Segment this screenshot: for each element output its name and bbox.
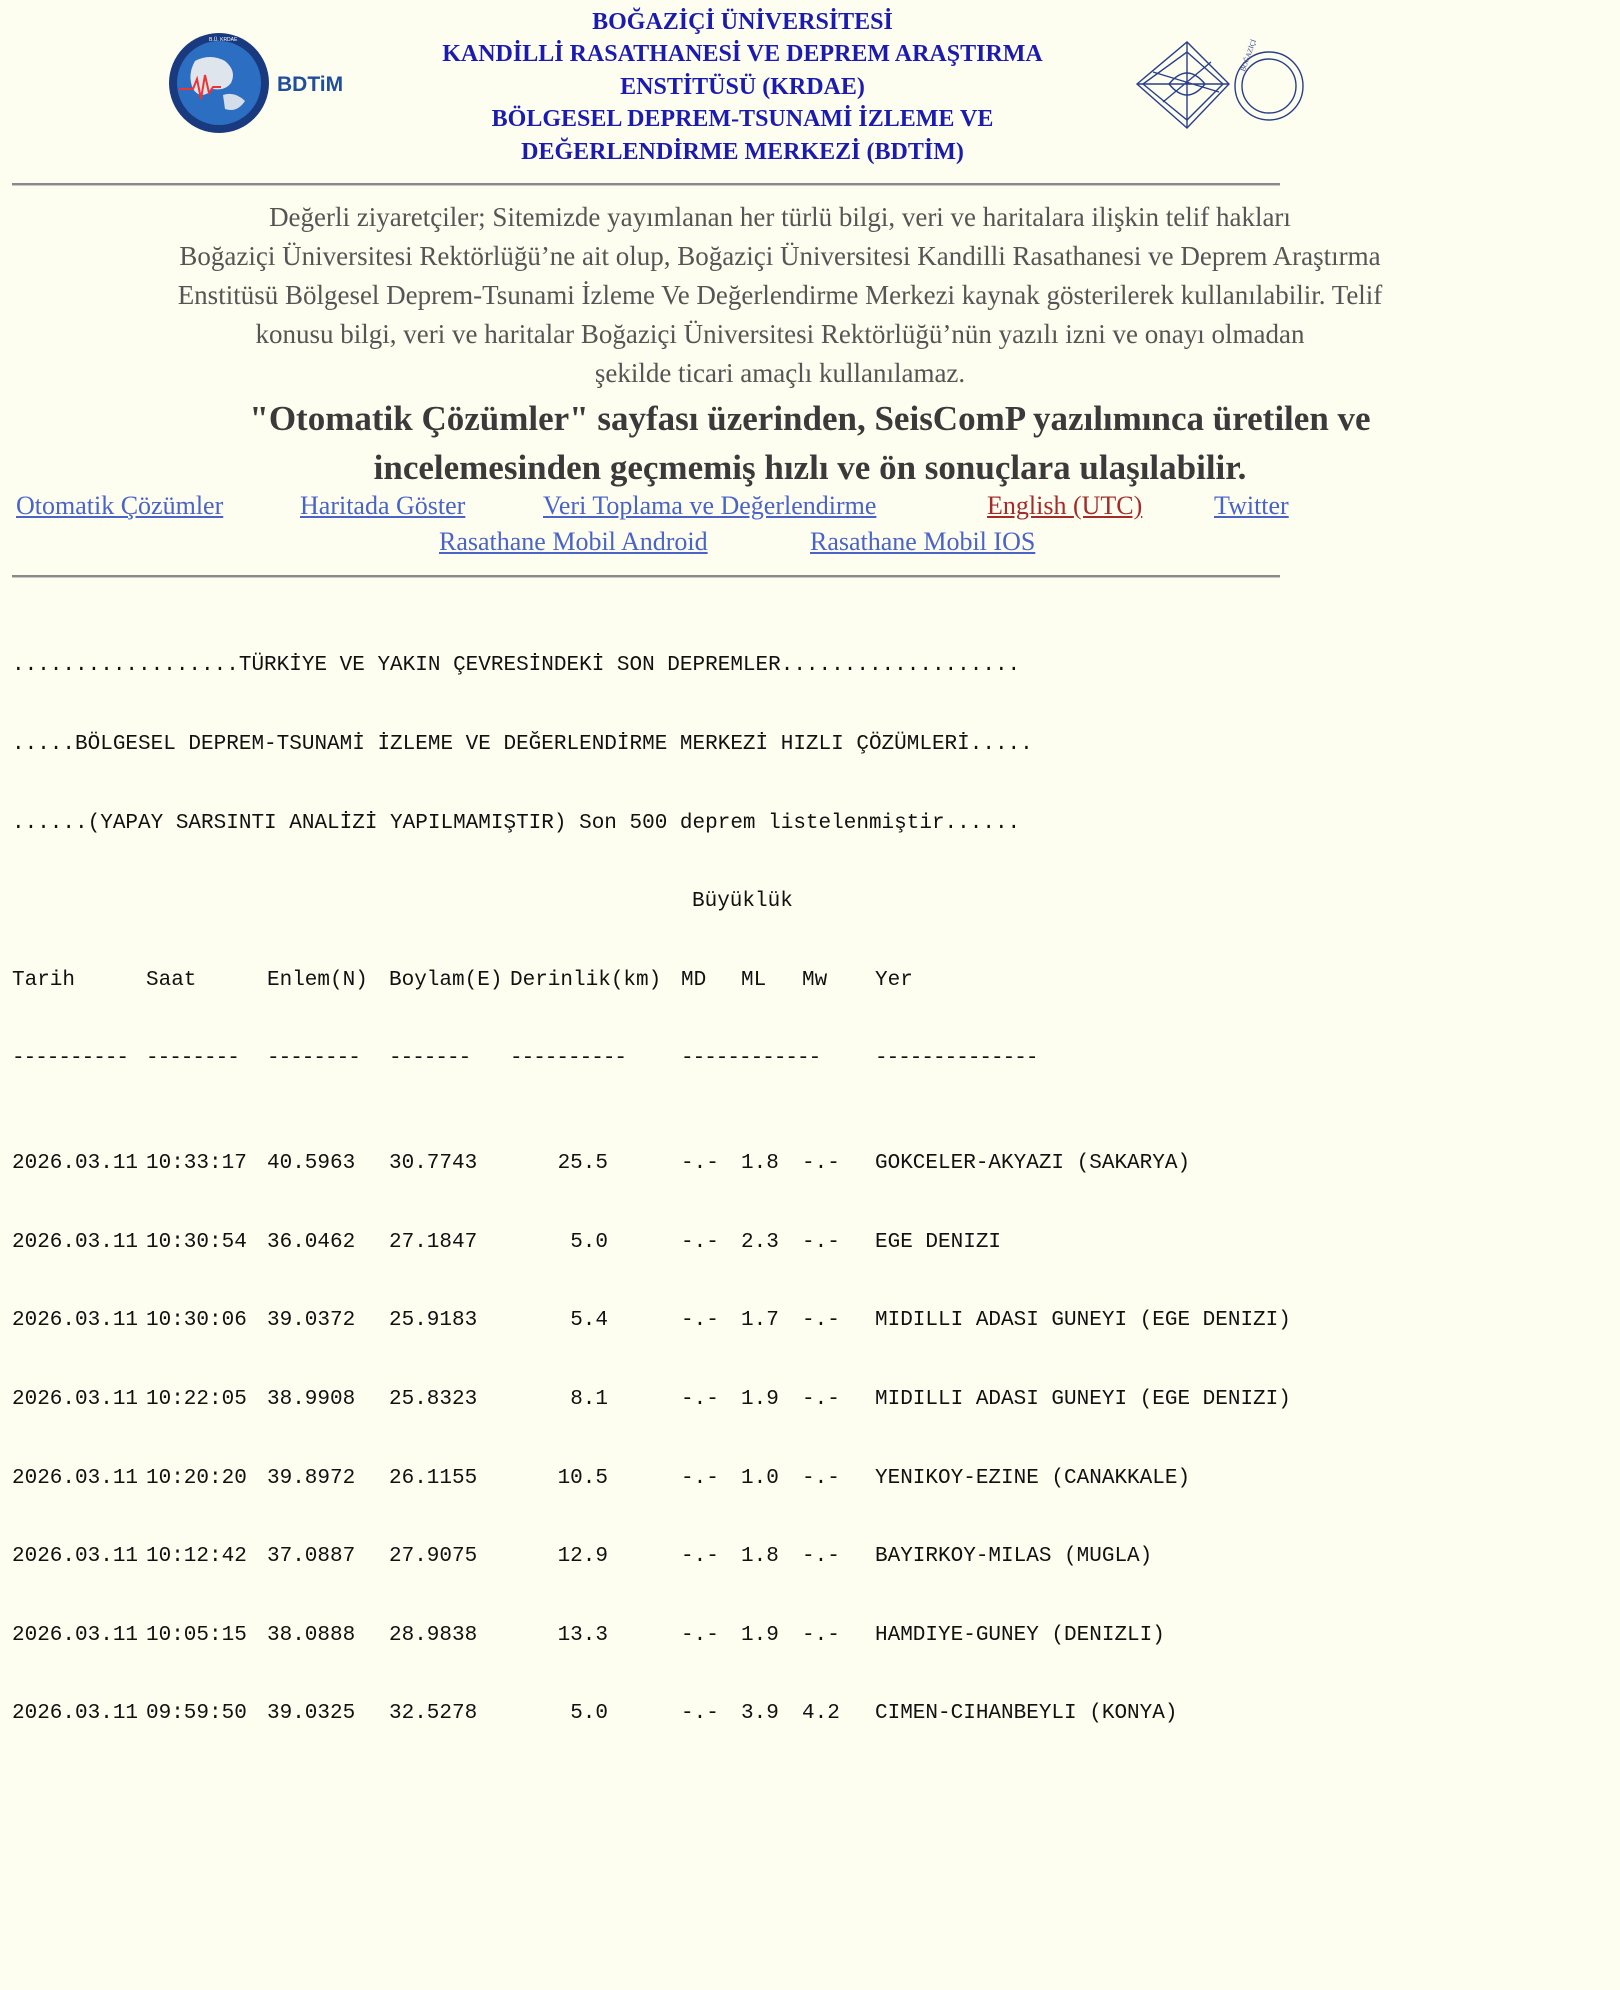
notice-line: Boğaziçi Üniversitesi Rektörlüğü’ne ait olup, Boğaziçi Üniversitesi Kandilli Rasathanesi ve Deprem Araştırma — [179, 241, 1381, 271]
cell-yer: BAYIRKOY-MILAS (MUGLA) — [875, 1545, 1153, 1569]
cell-enlem: 39.0372 — [267, 1309, 356, 1333]
rule-saat: -------- — [146, 1047, 239, 1071]
cell-yer: YENIKOY-EZINE (CANAKKALE) — [875, 1466, 1191, 1490]
link-mobil-android[interactable]: Rasathane Mobil Android — [439, 527, 708, 556]
cell-boylam: 25.8323 — [389, 1387, 478, 1411]
rule-tarih: ---------- — [12, 1047, 129, 1071]
table-header — [12, 968, 1282, 994]
table-row — [12, 1230, 1282, 1256]
cell-md: -.- — [681, 1466, 719, 1490]
earthquake-listing — [12, 601, 1291, 1754]
cell-ml: 3.9 — [741, 1702, 779, 1726]
cell-derinlik: 5.0 — [570, 1702, 608, 1726]
listing-banner: .....BÖLGESEL DEPREM-TSUNAMİ İZLEME VE DEĞERLENDİRME MERKEZİ HIZLI ÇÖZÜMLERİ..... — [12, 733, 1033, 756]
cell-ml: 1.9 — [741, 1387, 779, 1411]
cell-saat: 10:20:20 — [146, 1466, 247, 1490]
cell-tarih: 2026.03.11 — [12, 1309, 139, 1333]
cell-derinlik: 5.4 — [570, 1309, 608, 1333]
nav-links — [0, 491, 1289, 571]
notice-line: Enstitüsü Bölgesel Deprem-Tsunami İzleme Ve Değerlendirme Merkezi kaynak gösterilerek kullanılabilir. Telif — [177, 280, 1383, 310]
listing-divider — [12, 575, 1280, 578]
cell-boylam: 28.9838 — [389, 1623, 478, 1647]
cell-tarih: 2026.03.11 — [12, 1623, 139, 1647]
col-enlem: Enlem(N) — [267, 968, 368, 992]
cell-tarih: 2026.03.11 — [12, 1230, 139, 1254]
rule-enlem: -------- — [267, 1047, 360, 1071]
cell-boylam: 25.9183 — [389, 1309, 478, 1333]
cell-derinlik: 12.9 — [557, 1545, 608, 1569]
cell-md: -.- — [681, 1309, 719, 1333]
cell-saat: 10:22:05 — [146, 1387, 247, 1411]
notice-line: konusu bilgi, veri ve haritalar Boğaziçi Üniversitesi Rektörlüğü’nün yazılı izni ve onayı olmadan — [255, 319, 1305, 349]
table-row — [12, 1466, 1282, 1492]
cell-ml: 1.8 — [741, 1545, 779, 1569]
cell-enlem: 39.0325 — [267, 1702, 356, 1726]
cell-ml: 1.0 — [741, 1466, 779, 1490]
cell-md: -.- — [681, 1545, 719, 1569]
col-tarih: Tarih — [12, 968, 76, 992]
copyright-notice — [0, 198, 1560, 393]
cell-tarih: 2026.03.11 — [12, 1702, 139, 1726]
link-mobil-ios[interactable]: Rasathane Mobil IOS — [810, 527, 1036, 556]
link-veri-toplama[interactable]: Veri Toplama ve Değerlendirme — [543, 491, 877, 520]
cell-ml: 2.3 — [741, 1230, 779, 1254]
cell-boylam: 26.1155 — [389, 1466, 478, 1490]
cell-md: -.- — [681, 1702, 719, 1726]
cell-yer: MIDILLI ADASI GUNEYI (EGE DENIZI) — [875, 1387, 1291, 1411]
cell-derinlik: 13.3 — [557, 1623, 608, 1647]
cell-saat: 10:12:42 — [146, 1545, 247, 1569]
cell-mw: -.- — [802, 1466, 840, 1490]
cell-saat: 10:33:17 — [146, 1152, 247, 1176]
col-mw: Mw — [802, 968, 828, 992]
cell-enlem: 36.0462 — [267, 1230, 356, 1254]
headline-line: incelemesinden geçmemiş hızlı ve ön sonuçlara ulaşılabilir. — [373, 448, 1247, 487]
cell-tarih: 2026.03.11 — [12, 1545, 139, 1569]
cell-boylam: 27.9075 — [389, 1545, 478, 1569]
cell-mw: -.- — [802, 1309, 840, 1333]
col-yer: Yer — [875, 968, 913, 992]
cell-saat: 10:30:06 — [146, 1309, 247, 1333]
title-line: ENSTİTÜSÜ (KRDAE) — [620, 73, 865, 100]
cell-yer: EGE DENIZI — [875, 1230, 1002, 1254]
cell-enlem: 40.5963 — [267, 1152, 356, 1176]
rule-yer: -------------- — [875, 1047, 1038, 1071]
col-derinlik: Derinlik(km) — [510, 968, 662, 992]
logo-left-text: BDTiM — [277, 73, 344, 96]
title-line: BOĞAZİÇİ ÜNİVERSİTESİ — [592, 9, 893, 35]
col-ml: ML — [741, 968, 767, 992]
cell-enlem: 38.0888 — [267, 1623, 356, 1647]
cell-saat: 10:05:15 — [146, 1623, 247, 1647]
magnitude-group-header: Büyüklük — [692, 890, 793, 914]
cell-enlem: 39.8972 — [267, 1466, 356, 1490]
cell-enlem: 38.9908 — [267, 1387, 356, 1411]
cell-md: -.- — [681, 1623, 719, 1647]
cell-yer: MIDILLI ADASI GUNEYI (EGE DENIZI) — [875, 1309, 1291, 1333]
table-header-rule — [12, 1046, 1282, 1072]
cell-saat: 10:30:54 — [146, 1230, 247, 1254]
automatic-solutions-headline — [0, 394, 1620, 492]
cell-derinlik: 10.5 — [557, 1466, 608, 1490]
title-line: KANDİLLİ RASATHANESİ VE DEPREM ARAŞTIRMA — [442, 41, 1043, 68]
header-divider — [12, 183, 1280, 186]
cell-mw: -.- — [802, 1545, 840, 1569]
logo-right-ring-text: BOĞAZİÇİ — [1239, 38, 1258, 73]
cell-md: -.- — [681, 1230, 719, 1254]
headline-line: "Otomatik Çözümler" sayfası üzerinden, SeisComP yazılımınca üretilen ve — [249, 399, 1371, 438]
listing-banner: ......(YAPAY SARSINTI ANALİZİ YAPILMAMIŞTIR) Son 500 deprem listelenmiştir...... — [12, 811, 1021, 835]
table-row — [12, 1151, 1282, 1177]
cell-saat: 09:59:50 — [146, 1702, 247, 1726]
link-english[interactable]: English (UTC) — [987, 491, 1143, 520]
rule-derinlik: ---------- — [510, 1047, 627, 1071]
cell-mw: -.- — [802, 1387, 840, 1411]
institution-title — [380, 6, 1105, 168]
cell-boylam: 32.5278 — [389, 1702, 478, 1726]
cell-boylam: 27.1847 — [389, 1230, 478, 1254]
cell-tarih: 2026.03.11 — [12, 1152, 139, 1176]
col-boylam: Boylam(E) — [389, 968, 503, 992]
cell-yer: CIMEN-CIHANBEYLI (KONYA) — [875, 1702, 1178, 1726]
cell-mw: -.- — [802, 1623, 840, 1647]
link-twitter[interactable]: Twitter — [1214, 491, 1289, 520]
cell-ml: 1.9 — [741, 1623, 779, 1647]
link-otomatik-cozumler[interactable]: Otomatik Çözümler — [16, 491, 224, 520]
title-line: DEĞERLENDİRME MERKEZİ (BDTİM) — [521, 138, 964, 165]
listing-banner: ..................TÜRKİYE VE YAKIN ÇEVRESİNDEKİ SON DEPREMLER................... — [12, 654, 1021, 678]
kandilli-logo — [1133, 32, 1280, 136]
cell-mw: -.- — [802, 1152, 840, 1176]
cell-derinlik: 25.5 — [557, 1152, 608, 1176]
cell-mw: 4.2 — [802, 1702, 840, 1726]
cell-md: -.- — [681, 1387, 719, 1411]
table-row — [12, 1701, 1282, 1727]
cell-enlem: 37.0887 — [267, 1545, 356, 1569]
notice-line: şekilde ticari amaçlı kullanılamaz. — [594, 358, 966, 388]
table-row — [12, 1308, 1291, 1334]
rule-magnitude: ------------ — [681, 1047, 821, 1071]
cell-derinlik: 8.1 — [570, 1387, 608, 1411]
cell-tarih: 2026.03.11 — [12, 1466, 139, 1490]
cell-mw: -.- — [802, 1230, 840, 1254]
logo-left-ring-text: B.Ü. KRDAE — [209, 37, 238, 43]
bdtim-logo — [165, 31, 355, 135]
cell-boylam: 30.7743 — [389, 1152, 478, 1176]
table-row — [12, 1544, 1282, 1570]
rule-boylam: ------- — [389, 1047, 471, 1071]
cell-yer: HAMDIYE-GUNEY (DENIZLI) — [875, 1623, 1165, 1647]
table-row — [12, 1387, 1291, 1413]
cell-tarih: 2026.03.11 — [12, 1387, 139, 1411]
col-md: MD — [681, 968, 707, 992]
col-saat: Saat — [146, 968, 197, 992]
notice-line: Değerli ziyaretçiler; Sitemizde yayımlanan her türlü bilgi, veri ve haritalara ilişkin telif hakları — [269, 202, 1291, 232]
cell-md: -.- — [681, 1152, 719, 1176]
table-row — [12, 1623, 1282, 1649]
cell-yer: GOKCELER-AKYAZI (SAKARYA) — [875, 1152, 1191, 1176]
cell-derinlik: 5.0 — [570, 1230, 608, 1254]
title-line: BÖLGESEL DEPREM-TSUNAMİ İZLEME VE — [491, 106, 994, 133]
link-haritada-goster[interactable]: Haritada Göster — [300, 491, 466, 520]
cell-ml: 1.7 — [741, 1309, 779, 1333]
cell-ml: 1.8 — [741, 1152, 779, 1176]
